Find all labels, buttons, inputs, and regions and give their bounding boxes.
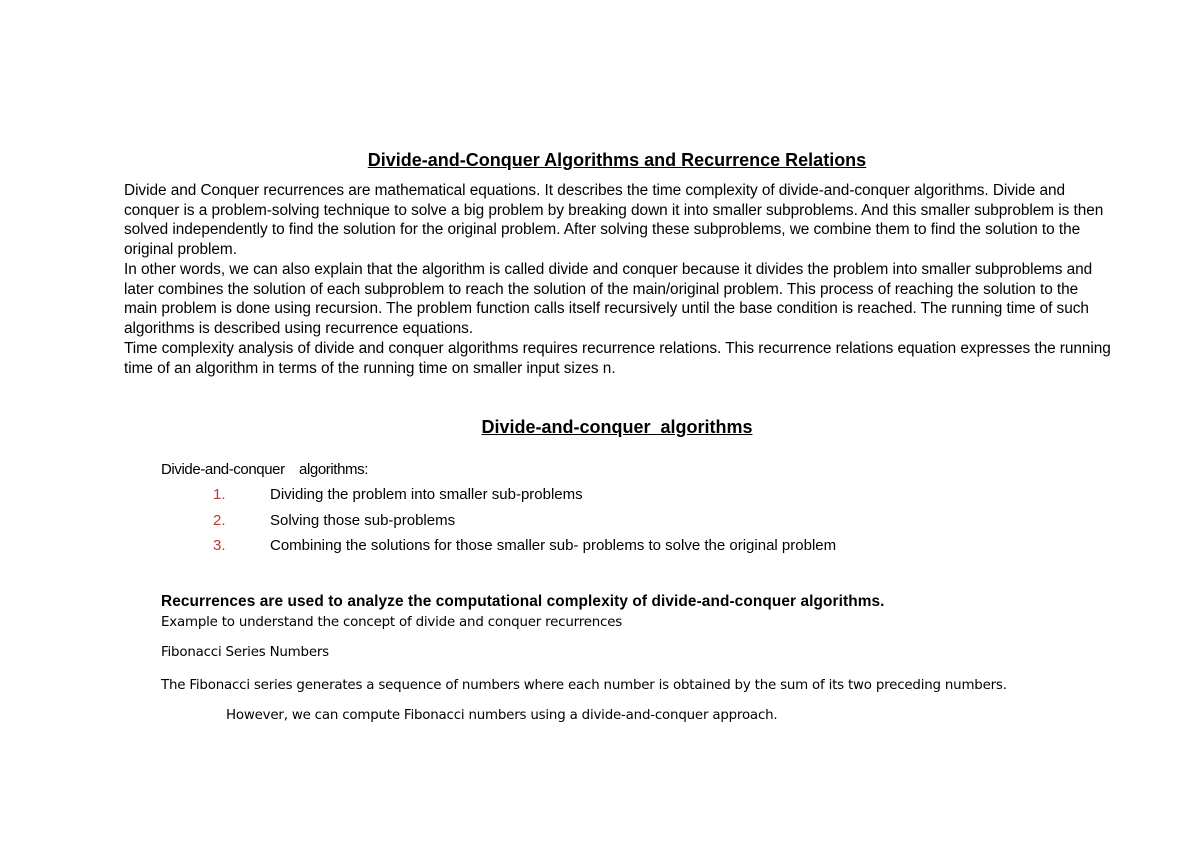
intro-paragraph: Divide and Conquer recurrences are mathematical equations. It describes the time complexity of divide-and-conquer algorithms. Divide and conquer is a problem-solving technique to solve a big problem by breaking down it into smaller subproblems. And this smaller subproblem is then solved independently to find the solution for the original problem. After solving these subproblems, we combine them to find the solution to the original problem. (124, 182, 1104, 259)
list-lead-text: Divide-and-conquer algorithms: (161, 461, 368, 478)
list-item-text: Solving those sub-problems (270, 512, 456, 529)
list-item-number: 1. (213, 486, 226, 503)
recurrence-statement: Recurrences are used to analyze the computational complexity of divide-and-conquer algorithms. (161, 593, 885, 610)
list-item-number: 2. (213, 512, 226, 529)
fibonacci-approach: However, we can compute Fibonacci numbers using a divide-and-conquer approach. (226, 708, 778, 723)
list-item-number: 3. (213, 537, 226, 554)
list-item-text: Combining the solutions for those smaller sub- problems to solve the original problem (270, 537, 837, 554)
list-item-text: Dividing the problem into smaller sub-problems (270, 486, 583, 503)
example-line: Example to understand the concept of divide and conquer recurrences (161, 615, 623, 630)
intro-paragraph: Time complexity analysis of divide and conquer algorithms requires recurrence relations. This recurrence relations equation expresses the running time of an algorithm in terms of the running time on smaller input sizes n. (124, 340, 1111, 377)
main-title: Divide-and-Conquer Algorithms and Recurrence Relations (367, 150, 867, 170)
section-title: Divide-and-conquer algorithms (481, 417, 753, 437)
fibonacci-description: The Fibonacci series generates a sequence of numbers where each number is obtained by the sum of its two preceding numbers. (161, 678, 1007, 693)
intro-paragraph: In other words, we can also explain that the algorithm is called divide and conquer because it divides the problem into smaller subproblems and later combines the solution of each subproblem to reach the solution of the main/original problem. This process of reaching the solution to the main problem is done using recursion. The problem function calls itself recursively until the base condition is reached. The running time of such algorithms is described using recurrence equations. (124, 261, 1093, 338)
fibonacci-heading: Fibonacci Series Numbers (161, 645, 329, 660)
